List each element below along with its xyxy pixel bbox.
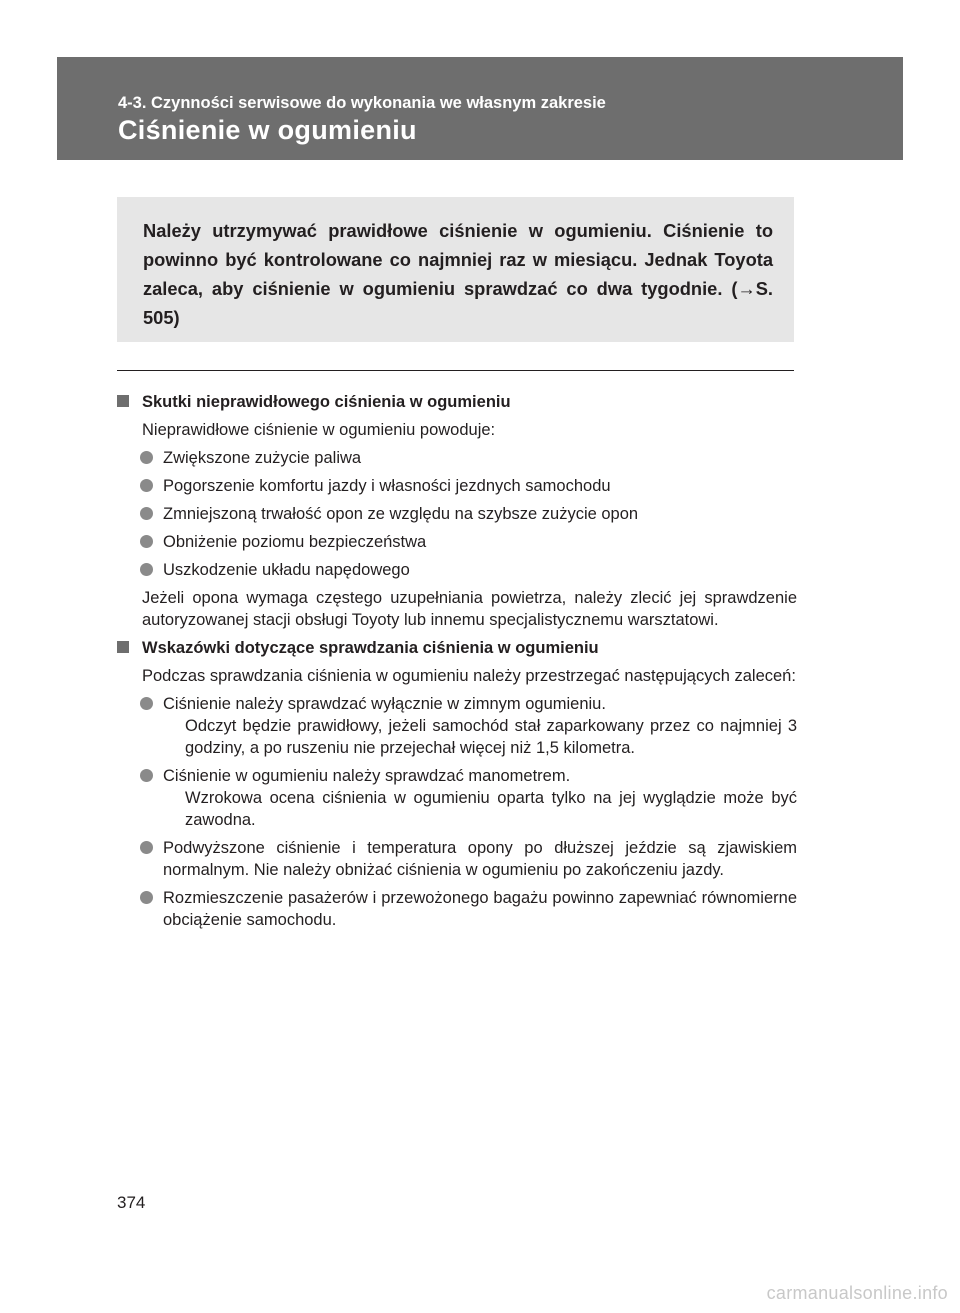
square-bullet-icon xyxy=(117,395,129,407)
watermark: carmanualsonline.info xyxy=(766,1283,948,1303)
list-item-desc: Odczyt będzie prawidłowy, jeżeli samochód stał zaparkowany przez co najmniej 3 godziny, a po ruszeniu nie przejechał więcej niż 1,5 kilometra. xyxy=(185,717,797,757)
list-item-text: Obniżenie poziomu bezpieczeństwa xyxy=(163,533,427,551)
list-item xyxy=(117,837,797,881)
main-content xyxy=(117,391,797,937)
page-number: 374 xyxy=(117,1193,146,1212)
list-item-title: Rozmieszczenie pasażerów i przewożonego bagażu powinno zapewniać równomierne obciążenie samochodu. xyxy=(163,889,797,929)
list-item-title: Podwyższone ciśnienie i temperatura opony po dłuższej jeździe są zjawiskiem normalnym. Nie należy obniżać ciśnienia w ogumieniu po zakończeniu jazdy. xyxy=(163,839,797,879)
section-label: 4-3. Czynności serwisowe do wykonania we własnym zakresie xyxy=(118,94,606,112)
section-lead: Nieprawidłowe ciśnienie w ogumieniu powoduje: xyxy=(142,421,496,439)
list-item xyxy=(117,447,797,469)
round-bullet-icon xyxy=(140,697,153,710)
page-title: Ciśnienie w ogumieniu xyxy=(118,115,417,145)
section-lead: Podczas sprawdzania ciśnienia w ogumieniu należy przestrzegać następujących zaleceń: xyxy=(142,667,796,685)
round-bullet-icon xyxy=(140,891,153,904)
round-bullet-icon xyxy=(140,769,153,782)
list-item xyxy=(117,559,797,581)
list-item-text: Pogorszenie komfortu jazdy i własności jezdnych samochodu xyxy=(163,477,611,495)
list-item-text: Zwiększone zużycie paliwa xyxy=(163,449,362,467)
list-item xyxy=(117,693,797,759)
list-item xyxy=(117,503,797,525)
divider xyxy=(117,370,794,371)
round-bullet-icon xyxy=(140,479,153,492)
round-bullet-icon xyxy=(140,535,153,548)
list-item-desc: Wzrokowa ocena ciśnienia w ogumieniu oparta tylko na jej wyglądzie może być zawodna. xyxy=(185,789,797,829)
list-item-text: Uszkodzenie układu napędowego xyxy=(163,561,410,579)
round-bullet-icon xyxy=(140,507,153,520)
intro-box xyxy=(117,197,794,342)
section-heading-text: Wskazówki dotyczące sprawdzania ciśnienia w ogumieniu xyxy=(142,639,599,657)
page-header xyxy=(57,57,903,160)
list-item-text: Zmniejszoną trwałość opon ze względu na szybsze zużycie opon xyxy=(163,505,639,523)
square-bullet-icon xyxy=(117,641,129,653)
section-heading-text: Skutki nieprawidłowego ciśnienia w ogumieniu xyxy=(142,393,511,411)
round-bullet-icon xyxy=(140,841,153,854)
section-heading xyxy=(117,391,797,413)
section-heading xyxy=(117,637,797,659)
intro-text: Należy utrzymywać prawidłowe ciśnienie w ogumieniu. Ciśnienie to powinno być kontrolowane co najmniej raz w miesiącu. Jednak Toyota zaleca, aby ciśnienie w ogumieniu sprawdzać co dwa tygodnie. (→S. 505) xyxy=(143,220,773,328)
list-item-title: Ciśnienie należy sprawdzać wyłącznie w zimnym ogumieniu. xyxy=(163,695,606,713)
list-item xyxy=(117,765,797,831)
section-note: Jeżeli opona wymaga częstego uzupełniania powietrza, należy zlecić jej sprawdzenie autoryzowanej stacji obsługi Toyoty lub innemu specjalistycznemu warsztatowi. xyxy=(142,589,797,629)
list-item xyxy=(117,531,797,553)
list-item xyxy=(117,887,797,931)
list-item xyxy=(117,475,797,497)
list-item-title: Ciśnienie w ogumieniu należy sprawdzać manometrem. xyxy=(163,767,571,785)
round-bullet-icon xyxy=(140,451,153,464)
round-bullet-icon xyxy=(140,563,153,576)
